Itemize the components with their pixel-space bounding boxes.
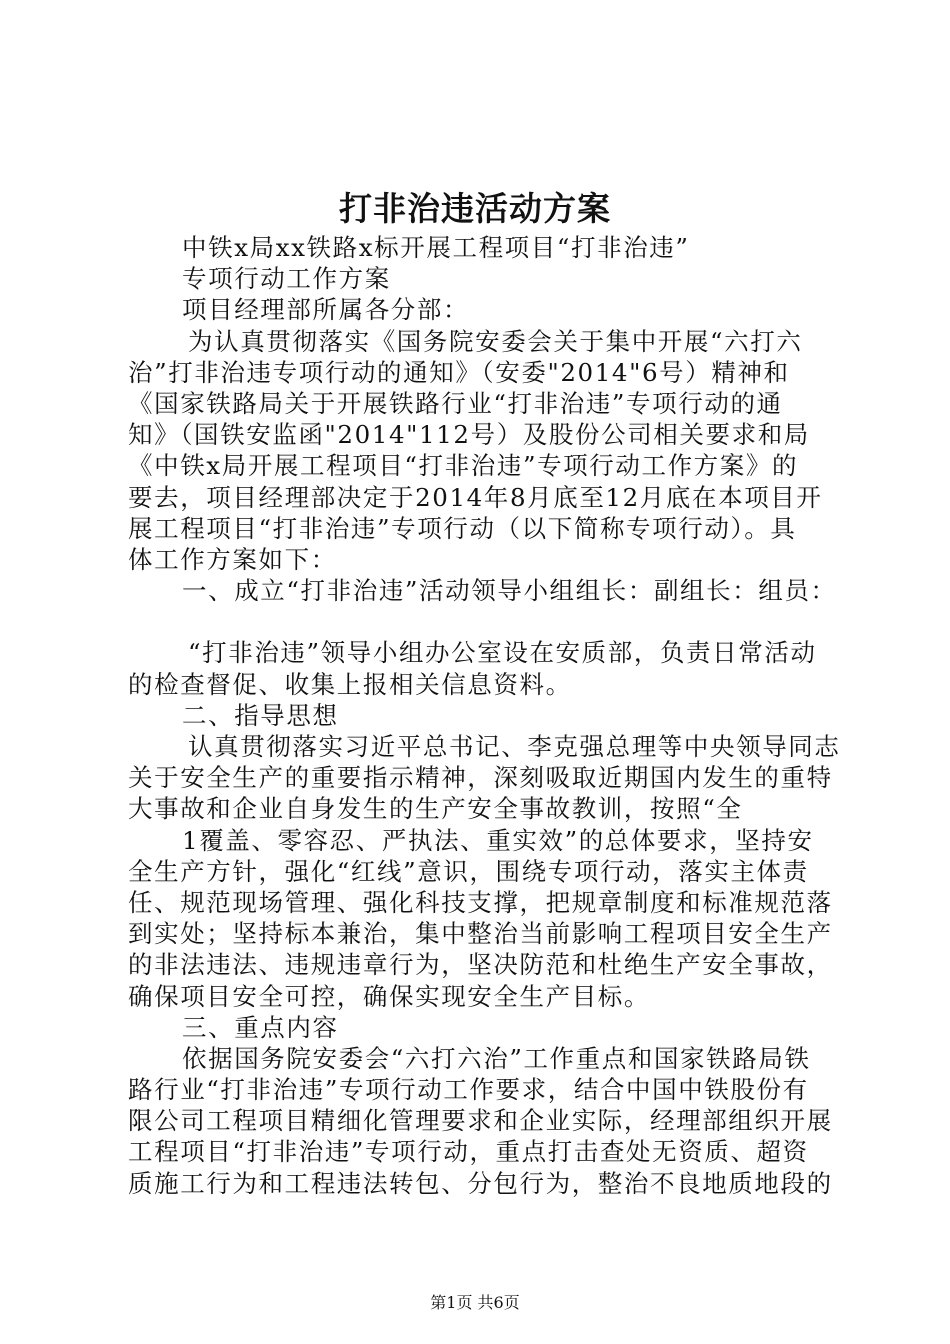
paragraph-line: 质施工行为和工程违法转包、分包行为，整治不良地质地段的 — [128, 1168, 833, 1198]
heading-line-1: 中铁x局xx铁路x标开展工程项目“打非治违” — [182, 233, 690, 262]
paragraph-line: 限公司工程项目精细化管理要求和企业实际，经理部组织开展 — [128, 1106, 833, 1136]
section-heading-2: 二、指导思想 — [182, 700, 339, 730]
paragraph-line: 为认真贯彻落实《国务院安委会关于集中开展“六打六 — [188, 326, 803, 356]
paragraph-line: 任、规范现场管理、强化科技支撑，把规章制度和标准规范落 — [128, 887, 833, 917]
paragraph-line: 知》（国铁安监函"2014"112号）及股份公司相关要求和局 — [128, 420, 810, 450]
section-heading-1: 一、成立“打非治违”活动领导小组组长：副组长：组员： — [182, 576, 837, 606]
paragraph-line: 确保项目安全可控，确保实现安全生产目标。 — [128, 981, 650, 1011]
document-title: 打非治违活动方案 — [339, 189, 611, 228]
salutation: 项目经理部所属各分部： — [182, 295, 470, 325]
paragraph-line: 大事故和企业自身发生的生产安全事故教训，按照“全 — [128, 794, 743, 824]
section-heading-3: 三、重点内容 — [182, 1012, 339, 1042]
page-number-footer: 第1页 共6页 — [430, 1293, 520, 1312]
paragraph-line: 的检查督促、收集上报相关信息资料。 — [128, 669, 572, 699]
paragraph-line: 到实处；坚持标本兼治，集中整治当前影响工程项目安全生产 — [128, 919, 833, 949]
paragraph-line: “打非治违”领导小组办公室设在安质部，负责日常活动 — [188, 638, 817, 668]
paragraph-line: 《国家铁路局关于开展铁路行业“打非治违”专项行动的通 — [128, 388, 783, 418]
paragraph-line: 展工程项目“打非治违”专项行动（以下简称专项行动）。具 — [128, 513, 797, 543]
paragraph-line: 体工作方案如下： — [128, 544, 337, 574]
paragraph-line: 全生产方针，强化“红线”意识，围绕专项行动，落实主体责 — [128, 856, 809, 886]
paragraph-line: 要去，项目经理部决定于2014年8月底至12月底在本项目开 — [128, 482, 823, 512]
paragraph-line: 关于安全生产的重要指示精神，深刻吸取近期国内发生的重特 — [128, 763, 833, 793]
paragraph-line: 《中铁x局开展工程项目“打非治违”专项行动工作方案》的 — [128, 451, 799, 481]
paragraph-line: 认真贯彻落实习近平总书记、李克强总理等中央领导同志 — [188, 732, 841, 761]
document-body — [128, 232, 840, 1199]
blank-line — [128, 606, 840, 637]
paragraph-line: 的非法违法、违规违章行为，坚决防范和杜绝生产安全事故， — [128, 950, 833, 980]
paragraph-line: 治”打非治违专项行动的通知》（安委"2014"6号）精神和 — [128, 357, 790, 387]
paragraph-line: 1覆盖、零容忍、严执法、重实效”的总体要求，坚持安 — [182, 825, 814, 855]
paragraph-line: 依据国务院安委会“六打六治”工作重点和国家铁路局铁 — [182, 1043, 811, 1073]
heading-line-2: 专项行动工作方案 — [182, 264, 391, 294]
paragraph-line: 路行业“打非治违”专项行动工作要求，结合中国中铁股份有 — [128, 1075, 809, 1105]
paragraph-line: 工程项目“打非治违”专项行动，重点打击查处无资质、超资 — [128, 1137, 809, 1167]
